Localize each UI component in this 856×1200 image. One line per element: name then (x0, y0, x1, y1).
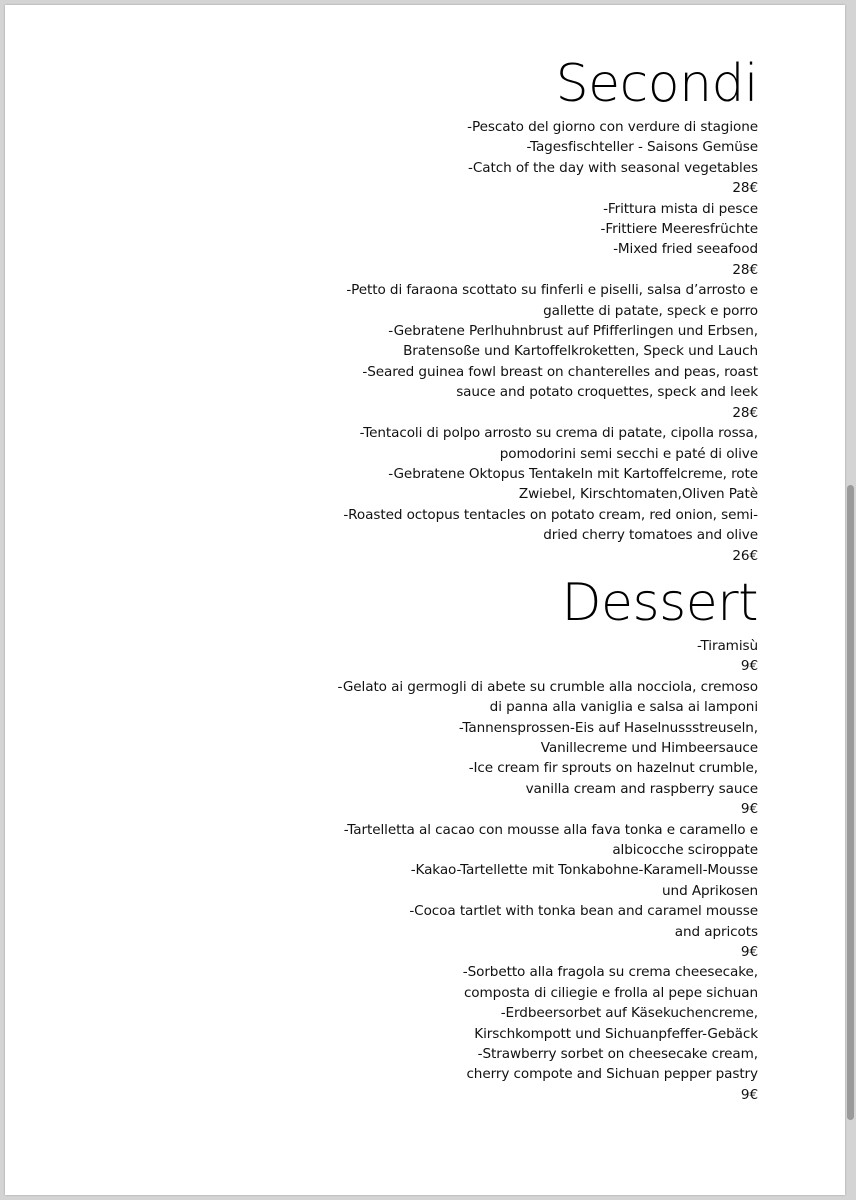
menu-item (288, 117, 758, 199)
menu-item (288, 820, 758, 963)
item-description-line: and apricots (674, 923, 758, 940)
item-description-line: di panna alla vaniglia e salsa ai lamponi (489, 699, 758, 716)
item-description-line: -Frittura mista di pesce (603, 200, 758, 217)
item-description-line: -Petto di faraona scottato su finferli e piselli, salsa d’arrosto e (346, 282, 758, 299)
item-description-line: -Cocoa tartlet with tonka bean and caramel mousse (409, 903, 758, 920)
item-description-line: cherry compote and Sichuan pepper pastry (466, 1066, 758, 1083)
item-description-line: Zwiebel, Kirschtomaten,Oliven Patè (518, 486, 758, 503)
item-description-line: -Strawberry sorbet on cheesecake cream, (477, 1046, 758, 1063)
item-description-line: -Erdbeersorbet auf Käsekuchencreme, (500, 1005, 758, 1022)
item-description-line: -Roasted octopus tentacles on potato cream, red onion, semi- (343, 506, 758, 523)
scrollbar-thumb[interactable] (847, 485, 854, 1120)
item-price: 28€ (732, 180, 758, 197)
item-description-line: Kirschkompott und Sichuanpfeffer-Gebäck (474, 1025, 758, 1042)
item-price: 28€ (732, 261, 758, 278)
item-description-line: vanilla cream and raspberry sauce (525, 780, 758, 797)
item-description-line: -Catch of the day with seasonal vegetables (468, 159, 758, 176)
item-price: 9€ (740, 801, 758, 818)
item-price: 28€ (732, 404, 758, 421)
item-description-line: -Pescato del giorno con verdure di stagione (467, 119, 758, 135)
menu-item (288, 423, 758, 566)
item-description-line: -Frittiere Meeresfrüchte (600, 221, 758, 238)
item-description-line: -Tannensprossen-Eis auf Haselnussstreuseln, (458, 719, 758, 736)
item-description-line: Bratensoße und Kartoffelkroketten, Speck und Lauch (403, 343, 758, 360)
item-description-line: gallette di patate, speck e porro (543, 302, 758, 319)
item-description-line: composta di ciliegie e frolla al pepe sichuan (463, 984, 758, 1001)
item-price: 26€ (732, 547, 758, 564)
item-description-line: -Tartelletta al cacao con mousse alla fava tonka e caramello e (343, 821, 758, 838)
menu-item (288, 636, 758, 677)
item-description-line: -Gebratene Perlhuhnbrust auf Pfifferlingen und Erbsen, (388, 323, 758, 340)
item-price: 9€ (740, 1086, 758, 1103)
menu-page (5, 5, 845, 1195)
section-title-dessert: Dessert (561, 572, 758, 633)
item-description-line: -Tiramisù (696, 637, 758, 654)
item-description-line: Vanillecreme und Himbeersauce (540, 739, 758, 756)
item-description-line: -Gelato ai germogli di abete su crumble alla nocciola, cremoso (337, 678, 758, 695)
item-description-line: -Gebratene Oktopus Tentakeln mit Kartoffelcreme, rote (388, 465, 758, 482)
secondi-item-list (288, 117, 758, 566)
dessert-item-list (288, 636, 758, 1105)
menu-item (288, 199, 758, 281)
item-description-line: -Tentacoli di polpo arrosto su crema di patate, cipolla rossa, (359, 425, 758, 442)
menu-item (288, 280, 758, 423)
item-price: 9€ (740, 658, 758, 675)
item-description-line: -Mixed fried seeafood (613, 241, 758, 258)
item-description-line: -Seared guinea fowl breast on chanterelles and peas, roast (362, 363, 758, 380)
item-description-line: -Ice cream fir sprouts on hazelnut crumble, (468, 760, 758, 777)
item-description-line: und Aprikosen (662, 882, 758, 899)
item-description-line: -Tagesfischteller - Saisons Gemüse (526, 139, 758, 156)
item-description-line: dried cherry tomatoes and olive (543, 527, 758, 544)
menu-item (288, 962, 758, 1105)
item-description-line: albicocche sciroppate (612, 842, 758, 858)
vertical-scrollbar[interactable] (845, 0, 856, 1200)
menu-item (288, 677, 758, 820)
item-price: 9€ (740, 944, 758, 961)
item-description-line: -Kakao-Tartellette mit Tonkabohne-Karamell-Mousse (410, 862, 758, 879)
item-description-line: sauce and potato croquettes, speck and leek (456, 384, 758, 401)
menu-content (288, 51, 758, 1105)
item-description-line: -Sorbetto alla fragola su crema cheesecake, (462, 964, 758, 981)
item-description-line: pomodorini semi secchi e paté di olive (499, 445, 758, 462)
section-title-secondi: Secondi (555, 54, 758, 114)
